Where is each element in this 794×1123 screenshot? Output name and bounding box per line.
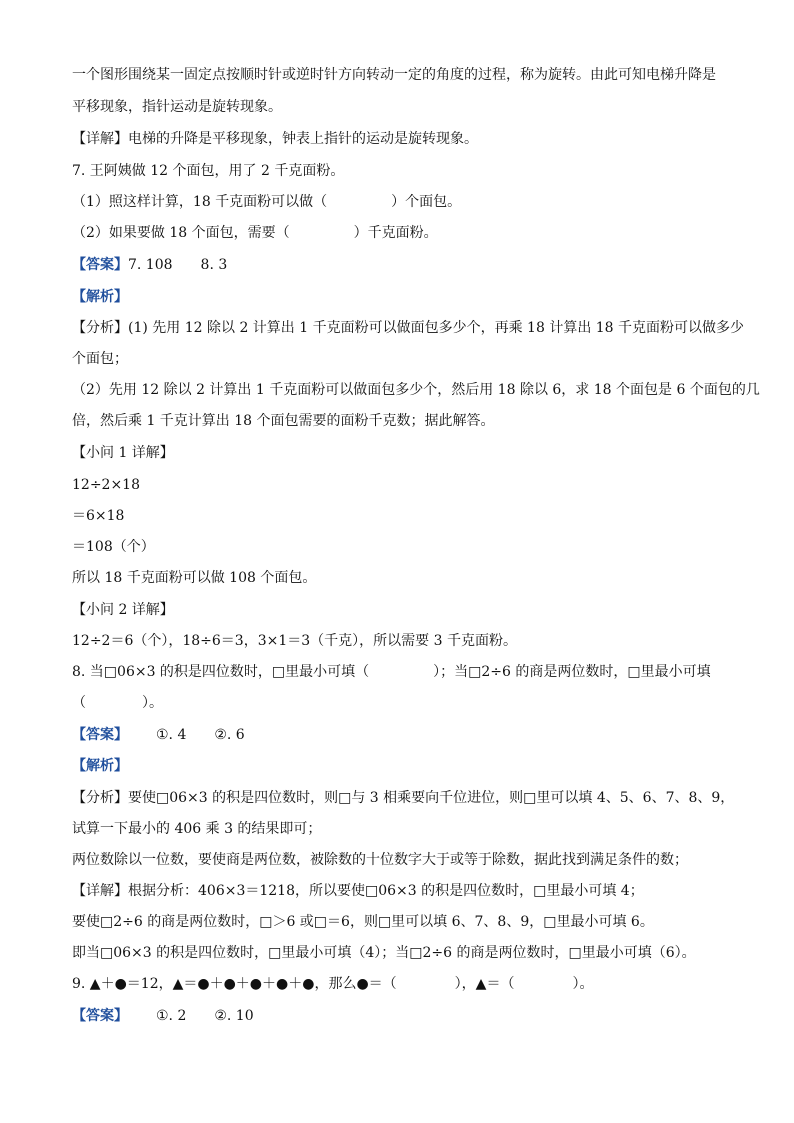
analysis-7-line: 倍，然后乘 1 千克计算出 18 个面包需要的面粉千克数；据此解答。 [72,413,495,429]
q8-part-a: 8. 当□06×3 的积是四位数时，□里最小可填（ [72,664,370,680]
analysis-tag: 【解析】 [72,289,128,305]
detail-8-line: 要使□2÷6 的商是两位数时，□＞6 或□＝6，则□里可以填 6、7、8、9，□里最小可填 6。 [72,914,654,930]
analysis-8-line: 两位数除以一位数，要使商是两位数，被除数的十位数字大于或等于除数，据此找到满足条件的数； [72,852,688,868]
answer-7 [72,256,227,274]
analysis-text: (1) 先用 12 除以 2 计算出 1 千克面粉可以做面包多少个，再乘 18 计算出 18 千克面粉可以做多少 [128,320,745,336]
q9-part-b: ），▲＝（ [454,976,515,992]
fenxi-tag: 【分析】 [72,790,128,806]
calculation-line: 12÷2＝6（个），18÷6＝3，3×1＝3（千克），所以需要 3 千克面粉。 [72,633,517,649]
detail-text: 电梯的升降是平移现象，钟表上指针的运动是旋转现象。 [128,131,478,147]
sub-question-1-heading: 【小问 1 详解】 [72,445,174,461]
q7-2-after: ）千克面粉。 [353,225,438,241]
answer-value: ①. 4 [156,727,187,743]
calculation-line: 12÷2×18 [72,477,140,493]
question-7-part-1 [72,193,461,211]
question-7-part-2 [72,224,438,242]
q9-part-c: ）。 [572,976,594,992]
question-8-cont [72,694,163,712]
q8-part-b: ）；当□2÷6 的商是两位数时，□里最小可填 [433,664,711,680]
answer-tag: 【答案】 [72,1008,128,1024]
analysis-8-heading [72,757,128,775]
detail-line [72,130,478,148]
q7-2-before: （2）如果要做 18 个面包，需要（ [72,225,290,241]
answer-value: 7. 108 [128,257,173,273]
question-8 [72,663,711,681]
q9-part-a: 9. ▲＋●＝12，▲＝●＋●＋●＋●＋●，那么●＝（ [72,976,397,992]
q7-1-before: （1）照这样计算，18 千克面粉可以做（ [72,194,328,210]
q8-part-d: ）。 [142,695,163,711]
q8-part-c: （ [72,695,86,711]
analysis-7-line: 个面包； [72,351,128,367]
detail-8-line [72,882,644,900]
answer-value: 8. 3 [200,257,228,273]
fenxi-tag: 【分析】 [72,320,128,336]
answer-tag: 【答案】 [72,727,128,743]
answer-tag: 【答案】 [72,257,128,273]
analysis-tag: 【解析】 [72,758,128,774]
detail-tag: 【详解】 [72,131,128,147]
q7-1-after: ）个面包。 [391,194,462,210]
analysis-7-line: （2）先用 12 除以 2 计算出 1 千克面粉可以做面包多少个，然后用 18 除以 6，求 18 个面包是 6 个面包的几 [72,382,760,398]
sub-question-2-heading: 【小问 2 详解】 [72,602,174,618]
conclusion-line: 所以 18 千克面粉可以做 108 个面包。 [72,570,317,586]
answer-value: ②. 10 [214,1008,254,1024]
question-7: 7. 王阿姨做 12 个面包，用了 2 千克面粉。 [72,163,345,179]
calculation-line: ＝6×18 [72,508,125,524]
answer-value: ①. 2 [156,1008,187,1024]
question-9 [72,975,593,993]
detail-text: 根据分析：406×3＝1218，所以要使□06×3 的积是四位数时，□里最小可填 4； [128,883,644,899]
answer-9 [72,1007,254,1025]
answer-value: ②. 6 [214,727,245,743]
detail-tag: 【详解】 [72,883,128,899]
analysis-7-heading [72,288,128,306]
text-line: 一个图形围绕某一固定点按顺时针或逆时针方向转动一定的角度的过程，称为旋转。由此可知电梯升降是 [72,67,716,83]
answer-8 [72,726,245,744]
analysis-8-line [72,789,734,807]
text-line: 平移现象，指针运动是旋转现象。 [72,99,282,115]
calculation-line: ＝108（个） [72,539,155,555]
analysis-8-line: 试算一下最小的 406 乘 3 的结果即可； [72,821,322,837]
detail-8-line: 即当□06×3 的积是四位数时，□里最小可填（4）；当□2÷6 的商是两位数时，□里最小可填（6）。 [72,945,696,961]
analysis-text: 要使□06×3 的积是四位数时，则□与 3 相乘要向千位进位，则□里可以填 4、5、6、7、8、9， [128,790,735,806]
analysis-7-line [72,319,744,337]
